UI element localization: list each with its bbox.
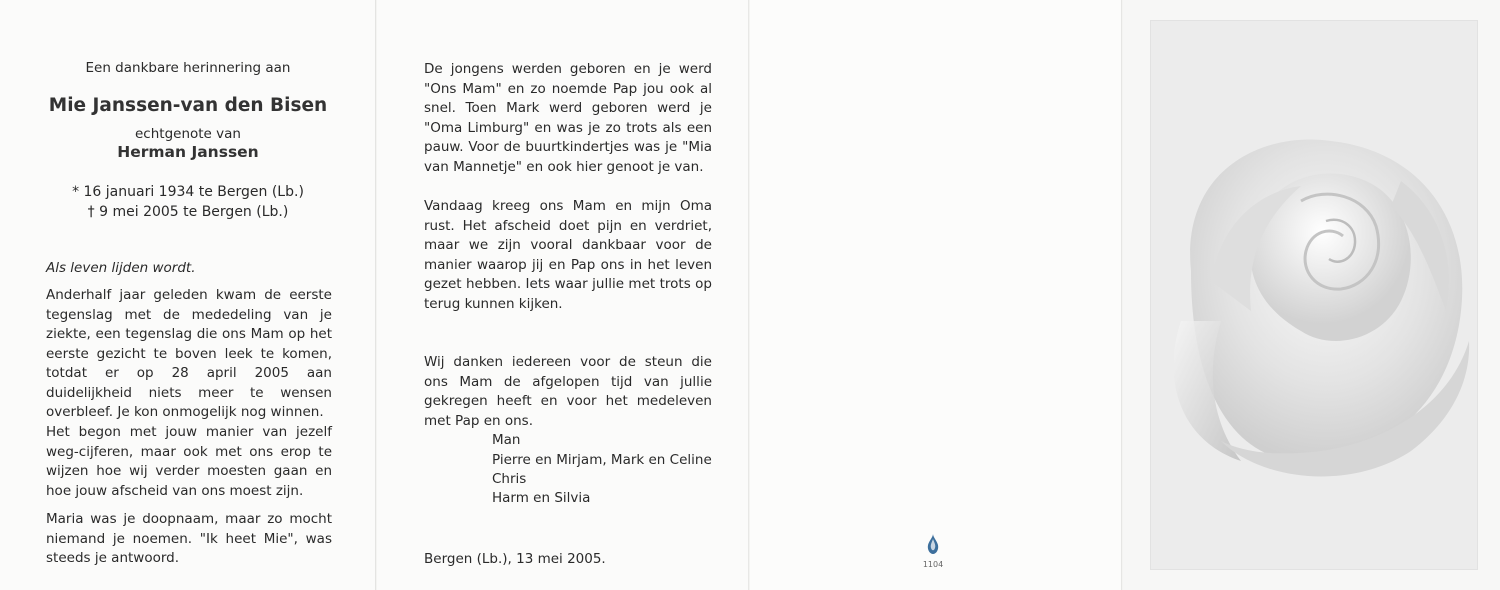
signature-line: Chris bbox=[492, 471, 527, 487]
card-panel-left bbox=[0, 0, 376, 590]
rose-icon bbox=[1151, 21, 1478, 570]
card-panel-blank bbox=[750, 0, 1122, 590]
paragraph-illness: Anderhalf jaar geleden kwam de eerste tegenslag met de mededeling van je ziekte, een tegenslag die ons Mam op het eerste gezicht te boven leek te komen, totdat er op 28 april 2005 aan duidelijkheid niets meer te wensen overbleef. Je kon onmogelijk nog winnen. bbox=[46, 287, 332, 420]
poem-title: Als leven lijden wordt. bbox=[46, 260, 196, 276]
intro-line: Een dankbare herinnering aan bbox=[85, 60, 291, 76]
rose-image bbox=[1150, 20, 1478, 570]
paragraph-rest: Vandaag kreeg ons Mam en mijn Oma rust. Het afscheid doet pijn en verdriet, maar we zijn vooral dankbaar voor de manier waarop jij en Pap ons in het leven gezet hebben. Iets waar jullie met trots op terug kunnen kijken. bbox=[424, 198, 712, 312]
place-and-date: Bergen (Lb.), 13 mei 2005. bbox=[424, 551, 606, 567]
paragraph-family: De jongens werden geboren en je werd "Ons Mam" en zo noemde Pap jou ook al snel. Toen Mark werd geboren werd je "Oma Limburg" en was je zo trots als een pauw. Voor de buurtkindertjes was je "Mia van Mannetje" en ook hier genoot je van. bbox=[424, 61, 712, 175]
paragraph-thanks: Wij danken iedereen voor de steun die ons Mam de afgelopen tijd van jullie gekregen heeft en voor het medeleven met Pap en ons. bbox=[424, 354, 712, 429]
paragraph-farewell: Het begon met jouw manier van jezelf weg-cijferen, maar ook met ons erop te wijzen hoe wij verder moesten gaan en hoe jouw afscheid van ons moest zijn. bbox=[46, 424, 332, 499]
paragraph-name: Maria was je doopnaam, maar zo mocht niemand je noemen. "Ik heet Mie", was steeds je antwoord. bbox=[46, 511, 332, 566]
signature-line: Pierre en Mirjam, Mark en Celine bbox=[492, 452, 712, 468]
spouse-label: echtgenote van bbox=[135, 126, 241, 142]
deceased-name: Mie Janssen-van den Bisen bbox=[48, 95, 328, 116]
birth-date: * 16 januari 1934 te Bergen (Lb.) bbox=[72, 184, 304, 200]
printer-number: 1104 bbox=[922, 560, 944, 569]
death-date: † 9 mei 2005 te Bergen (Lb.) bbox=[87, 204, 289, 220]
signature-line: Harm en Silvia bbox=[492, 490, 591, 506]
signature-line: Man bbox=[492, 432, 521, 448]
spouse-name: Herman Janssen bbox=[117, 143, 259, 161]
printer-logo-icon bbox=[924, 533, 942, 555]
